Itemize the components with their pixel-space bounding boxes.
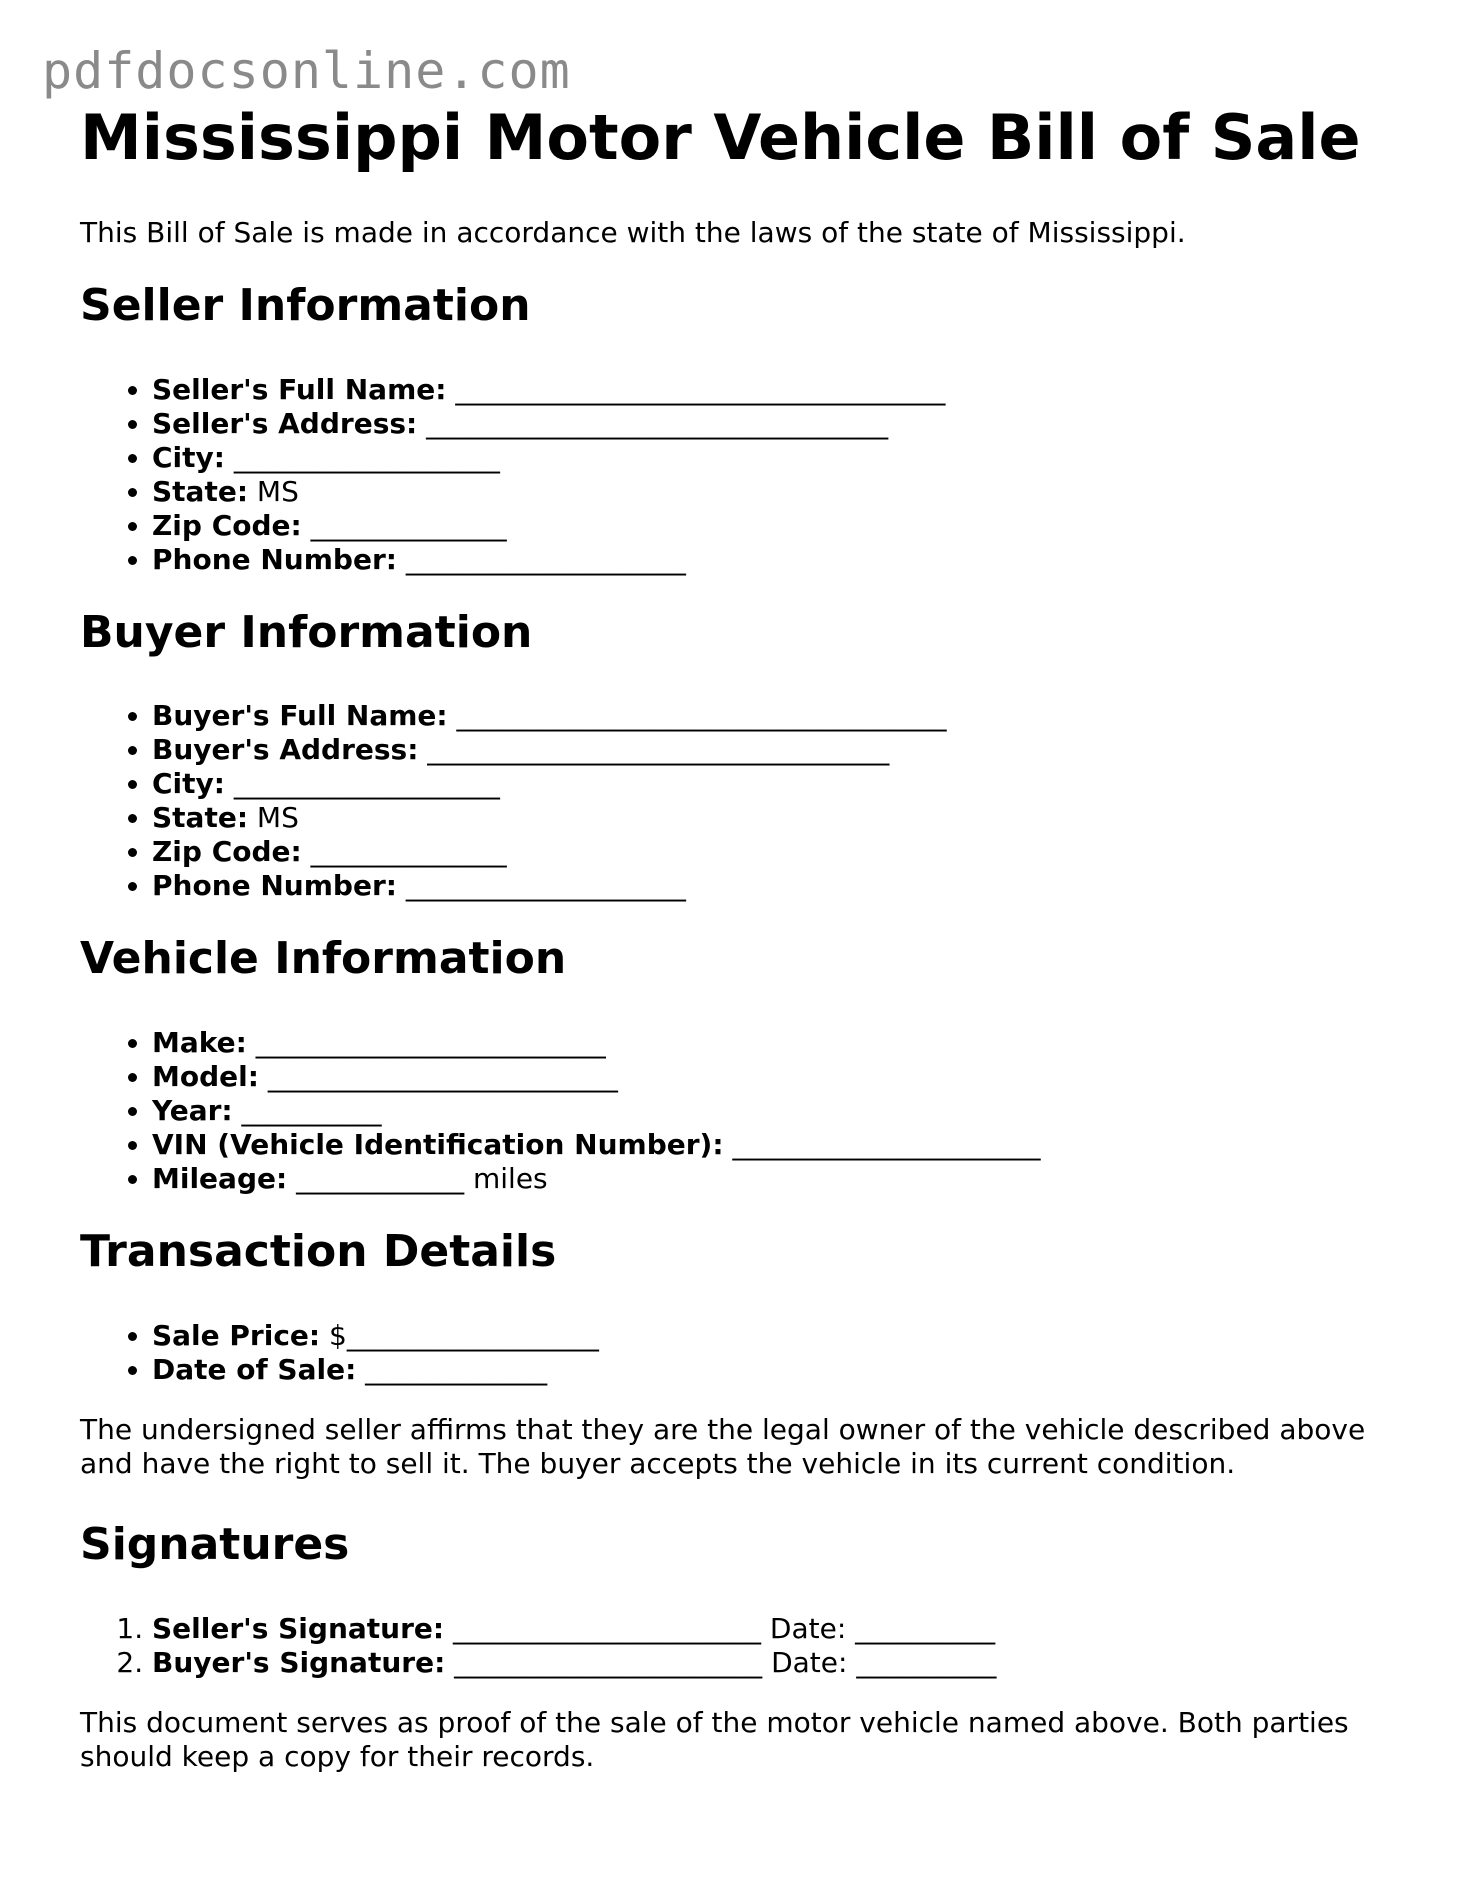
vehicle-model-item	[152, 1060, 1400, 1094]
field-label: City:	[152, 767, 225, 801]
buyer-city-item	[152, 767, 1400, 801]
buyer-address-field[interactable]: _________________________________	[418, 733, 890, 767]
field-label: Buyer's Full Name:	[152, 699, 448, 733]
vehicle-vin-field[interactable]: ______________________	[723, 1128, 1041, 1162]
vehicle-year-item	[152, 1094, 1400, 1128]
buyer-signature-item	[152, 1646, 1400, 1680]
signatures-list	[80, 1612, 1400, 1680]
field-label: Zip Code:	[152, 508, 302, 542]
seller-state-item	[152, 475, 1400, 509]
buyer-heading: Buyer Information	[80, 606, 533, 658]
field-label: Buyer's Signature:	[152, 1645, 446, 1679]
field-label: Model:	[152, 1060, 259, 1094]
buyer-full-name-field[interactable]: ___________________________________	[447, 699, 947, 733]
seller-heading: Seller Information	[80, 279, 531, 331]
sale-price-item	[152, 1319, 1400, 1353]
buyer-city-field[interactable]: ___________________	[224, 767, 500, 801]
transaction-list	[80, 1319, 1400, 1387]
field-label: State:	[152, 474, 249, 508]
vehicle-make-item	[152, 1026, 1400, 1060]
seller-address-item	[152, 407, 1400, 441]
buyer-zip-field[interactable]: ______________	[301, 835, 507, 869]
transaction-heading: Transaction Details	[80, 1226, 557, 1278]
sale-date-item	[152, 1353, 1400, 1387]
seller-full-name-item	[152, 373, 1400, 407]
vehicle-heading: Vehicle Information	[80, 933, 567, 985]
vehicle-make-field[interactable]: _________________________	[246, 1026, 606, 1060]
field-label: Phone Number:	[152, 542, 397, 576]
sale-price-field[interactable]: $__________________	[320, 1318, 599, 1352]
buyer-address-item	[152, 733, 1400, 767]
vehicle-model-field[interactable]: _________________________	[258, 1060, 618, 1094]
buyer-state-value: MS	[248, 801, 299, 835]
seller-full-name-field[interactable]: ___________________________________	[446, 372, 946, 406]
seller-phone-item	[152, 543, 1400, 577]
field-label: Mileage:	[152, 1162, 288, 1196]
seller-signature-item	[152, 1612, 1400, 1646]
field-label: Seller's Address:	[152, 406, 418, 440]
vehicle-mileage-item	[152, 1162, 1400, 1196]
seller-address-field[interactable]: _________________________________	[417, 406, 889, 440]
sale-date-field[interactable]: _____________	[356, 1352, 548, 1386]
buyer-phone-item	[152, 869, 1400, 903]
seller-zip-field[interactable]: ______________	[301, 508, 507, 542]
vehicle-mileage-field[interactable]: ____________ miles	[287, 1162, 548, 1196]
buyer-phone-field[interactable]: ____________________	[396, 869, 686, 903]
buyer-list	[80, 699, 1400, 903]
buyer-signature-field[interactable]: ______________________ Date: __________	[445, 1645, 997, 1679]
document-page	[80, 101, 1400, 1774]
seller-city-field[interactable]: ___________________	[224, 440, 500, 474]
field-label: Date of Sale:	[152, 1352, 357, 1386]
buyer-zip-item	[152, 835, 1400, 869]
vehicle-list	[80, 1026, 1400, 1196]
seller-state-value: MS	[248, 474, 299, 508]
seller-zip-item	[152, 509, 1400, 543]
field-label: Seller's Signature:	[152, 1611, 445, 1645]
buyer-full-name-item	[152, 699, 1400, 733]
field-label: Seller's Full Name:	[152, 372, 447, 406]
field-label: Buyer's Address:	[152, 733, 419, 767]
seller-list	[80, 373, 1400, 577]
field-label: City:	[152, 440, 225, 474]
seller-phone-field[interactable]: ____________________	[396, 542, 686, 576]
seller-signature-field[interactable]: ______________________ Date: __________	[444, 1611, 996, 1645]
page-title: Mississippi Motor Vehicle Bill of Sale	[80, 101, 1361, 174]
field-label: Year:	[152, 1094, 233, 1128]
affirmation-text: The undersigned seller affirms that they are the legal owner of the vehicle described above and have the right to sell it. The buyer accepts the vehicle in its current condition.	[80, 1412, 1366, 1480]
watermark: pdfdocsonline.com	[42, 42, 571, 100]
closing-text: This document serves as proof of the sale of the motor vehicle named above. Both parties should keep a copy for their records.	[80, 1705, 1349, 1773]
field-label: Sale Price:	[152, 1318, 321, 1352]
intro-text: This Bill of Sale is made in accordance with the laws of the state of Mississippi.	[80, 216, 1186, 250]
buyer-state-item	[152, 801, 1400, 835]
seller-city-item	[152, 441, 1400, 475]
vehicle-vin-item	[152, 1128, 1400, 1162]
field-label: Make:	[152, 1026, 247, 1060]
field-label: Phone Number:	[152, 869, 397, 903]
vehicle-year-field[interactable]: __________	[232, 1094, 382, 1128]
field-label: Zip Code:	[152, 835, 302, 869]
field-label: VIN (Vehicle Identification Number):	[152, 1128, 724, 1162]
signatures-heading: Signatures	[80, 1518, 350, 1570]
field-label: State:	[152, 801, 249, 835]
